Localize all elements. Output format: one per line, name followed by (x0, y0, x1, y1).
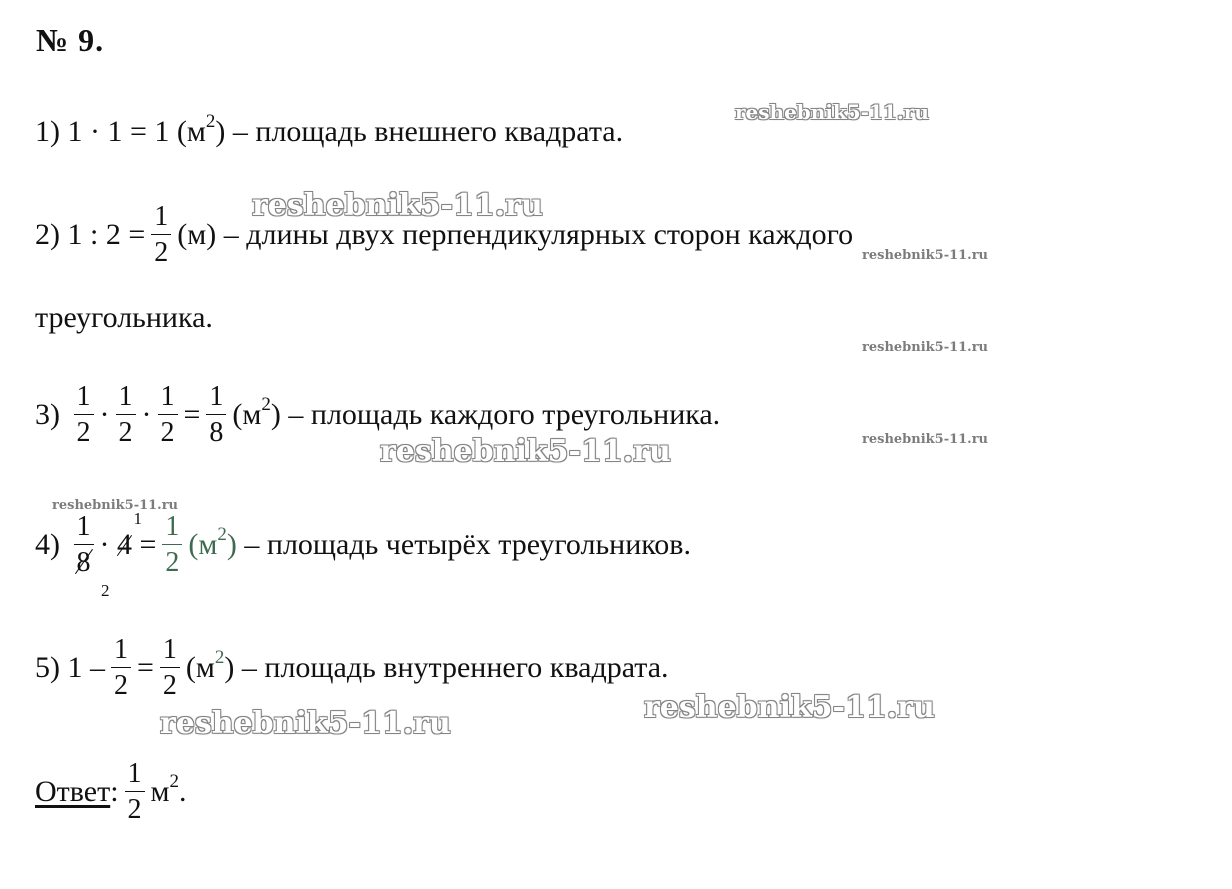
equals-sign: = (183, 398, 201, 431)
step-description: – площадь каждого треугольника. (288, 398, 721, 431)
equals-sign: = (139, 528, 157, 561)
reduced-multiplier: 1 (133, 509, 142, 528)
unit: $(м^2)$ (176, 111, 226, 148)
fraction: $\frac{1}{2}$ (111, 636, 131, 700)
watermark: reshebnik5-11.ru (862, 432, 989, 447)
unit: $(м^2)$ (185, 647, 235, 684)
step-number: 1) (35, 115, 60, 148)
step-description: – площадь четырёх треугольников. (244, 528, 691, 561)
step-number: 2) (35, 218, 60, 251)
step-number: 5) (35, 651, 60, 684)
expression: 1 · 1 = 1 (67, 115, 170, 148)
step-number: 4) (35, 528, 60, 561)
fraction: $\frac{1}{2}$ (160, 636, 180, 700)
fraction: $\frac{1}{2}$ (162, 513, 182, 577)
fraction: $\frac{1}{2}$ (158, 383, 178, 447)
fraction: $\frac{1}{2}$ (116, 383, 136, 447)
step-description: – площадь внешнего квадрата. (232, 115, 624, 148)
answer-line (35, 752, 187, 832)
expression: 1 – (67, 651, 105, 684)
operator: · (99, 398, 110, 431)
answer-label: Ответ (35, 775, 111, 808)
watermark: reshebnik5-11.ru (380, 434, 671, 469)
watermark: reshebnik5-11.ru (52, 498, 179, 513)
watermark: reshebnik5-11.ru (252, 188, 543, 223)
unit: (м) (177, 218, 217, 251)
reduced-denominator: 2 (101, 581, 110, 600)
step-description: – длины двух перпендикулярных сторон каждого (223, 218, 854, 251)
fraction: $\frac{1}{2}$ (74, 383, 94, 447)
fraction: $\frac{1}{2}$ (151, 203, 171, 267)
watermark: reshebnik5-11.ru (862, 340, 989, 355)
operator: · (99, 528, 110, 561)
fraction-cancelled: 1 8 2 (74, 513, 94, 577)
watermark: reshebnik5-11.ru (735, 100, 929, 124)
solution-step-2-continuation (35, 278, 213, 358)
step-number: 3) (35, 398, 60, 431)
expression: 1 : 2 = (67, 218, 146, 251)
step-description-continuation: треугольника. (35, 301, 213, 334)
problem-number: № 9. (36, 22, 105, 58)
answer-fraction: $\frac{1}{2}$ (125, 760, 145, 824)
watermark: reshebnik5-11.ru (160, 706, 451, 741)
watermark: reshebnik5-11.ru (644, 690, 935, 725)
multiplier-cancelled: 4 1 (117, 509, 142, 561)
unit: $(м^2)$ (188, 524, 237, 561)
equals-sign: = (137, 651, 154, 684)
answer-unit: $м^2$. (150, 771, 187, 808)
unit: $(м^2)$ (232, 394, 281, 431)
watermark: reshebnik5-11.ru (862, 248, 989, 263)
fraction: $\frac{1}{8}$ (206, 383, 226, 447)
step-description: – площадь внутреннего квадрата. (241, 651, 669, 684)
answer-colon: : (110, 775, 119, 808)
solution-step-4 (35, 505, 691, 600)
solution-step-1 (35, 92, 623, 172)
solution-step-5 (35, 628, 669, 708)
operator: · (141, 398, 152, 431)
